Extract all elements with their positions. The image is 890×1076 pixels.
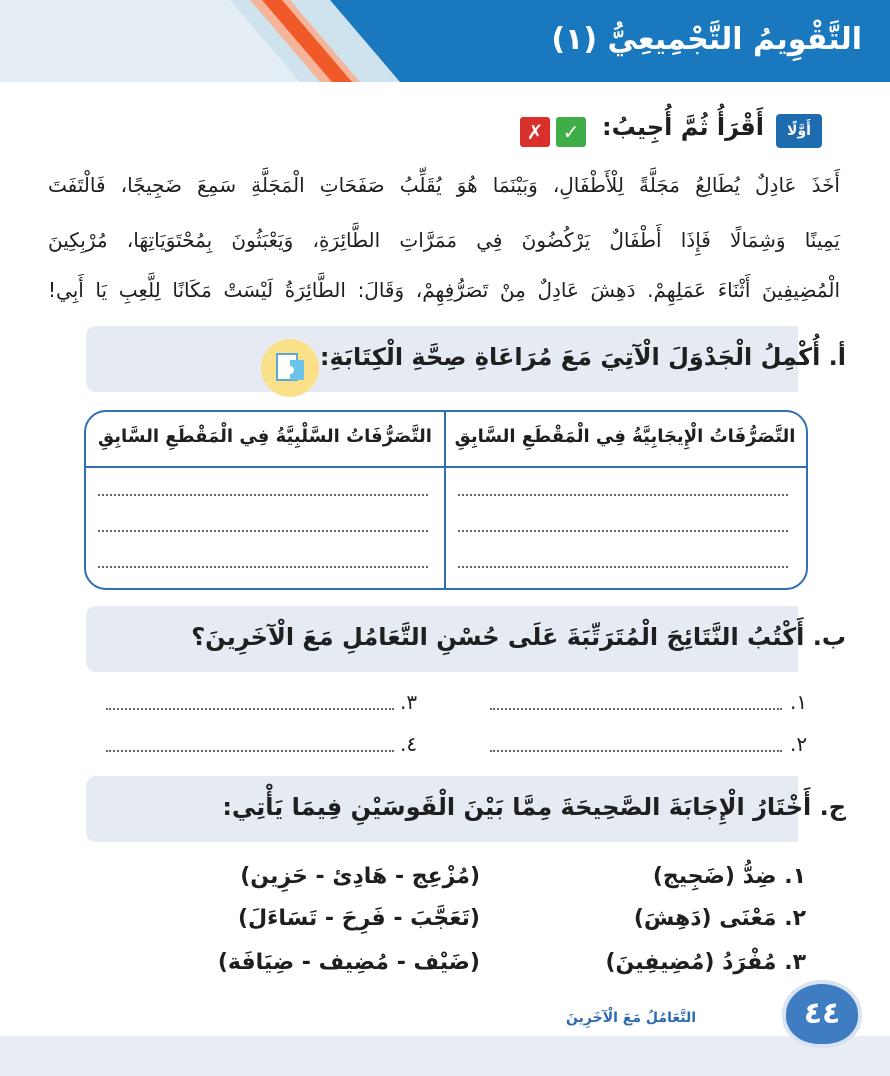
answer-line-positive-2[interactable] [458,530,788,532]
passage-line-3: الْمُضِيفِينَ أَثْنَاءَ عَمَلِهِمْ. دَهِشَ عَادِلٌ مِنْ تَصَرُّفِهِمْ، وَقَالَ: الطَّائِرَةُ لَيْسَتْ مَكَانًا لِلَّعِبِ يَا أَبِي! [48,278,840,302]
answer-line-positive-3[interactable] [458,566,788,568]
question-c-text: ج. أَخْتَارُ الْإِجَابَةَ الصَّحِيحَةَ مِمَّا بَيْنَ الْقَوسَيْنِ فِيمَا يَأْتِي: [222,793,846,821]
puzzle-icon [260,338,320,398]
answer-line-positive-1[interactable] [458,494,788,496]
answer-line-2[interactable] [490,750,782,752]
item-3-choices[interactable]: (ضَيْف - مُضِيف - ضِيَافَة) [217,950,480,975]
footer-band [0,1036,890,1076]
answer-line-negative-2[interactable] [98,530,428,532]
question-b-text: ب. أَكْتُبُ النَّتَائِجَ الْمُتَرَتِّبَةَ عَلَى حُسْنِ التَّعَامُلِ مَعَ الْآخَرِينَ؟ [191,623,846,651]
answer-line-3[interactable] [106,708,394,710]
answer-number-2: ٢. [790,732,808,756]
item-2-choices[interactable]: (تَعَجَّبَ - فَرِحَ - تَسَاءَلَ) [237,906,480,931]
table-header-row [86,412,806,468]
item-2-prompt: ٢. مَعْنَى (دَهِشَ) [633,906,806,931]
page-title: التَّقْوِيمُ التَّجْمِيعِيُّ (١) [551,22,862,57]
chapter-name: التَّعَامُلُ مَعَ الْآخَرِينَ [566,1010,696,1026]
passage-line-1: أَخَذَ عَادِلٌ يُطَالِعُ مَجَلَّةً لِلْأَطْفَالِ، وَبَيْنَمَا هُوَ يُقَلِّبُ صَفَحَاتِ الْمَجَلَّةِ سَمِعَ ضَجِيجًا، فَالْتَفَتَ [48,173,840,197]
check-icon: ✓ [556,117,586,147]
section-instruction: أَقْرَأُ ثُمَّ أُجِيبُ: [602,113,764,141]
cross-icon: ✗ [520,117,550,147]
item-1-choices[interactable]: (مُزْعِج - هَادِئ - حَزِين) [240,864,480,889]
behaviors-table [84,410,808,590]
table-divider [444,412,446,588]
header-stripes [0,0,400,82]
header-band [0,0,890,82]
item-1-prompt: ١. ضِدُّ (ضَجِيج) [652,864,806,889]
answer-number-1: ١. [790,690,808,714]
answer-line-1[interactable] [490,708,782,710]
page-number: ٤٤ [782,980,862,1048]
answer-line-negative-1[interactable] [98,494,428,496]
item-3-prompt: ٣. مُفْرَدُ (مُضِيفِينَ) [605,950,806,975]
answer-line-4[interactable] [106,750,394,752]
question-a-text: أ. أُكْمِلُ الْجَدْوَلَ الْآتِيَ مَعَ مُرَاعَاةِ صِحَّةِ الْكِتَابَةِ: [319,343,846,371]
section-badge: أَوَّلًا [776,114,822,148]
passage-line-2: يَمِينًا وَشِمَالًا فَإِذَا أَطْفَالٌ يَرْكُضُونَ فِي مَمَرَّاتِ الطَّائِرَةِ، وَيَعْبَثُونَ بِمُحْتَوَيَاتِهَا، مُرْبِكِينَ [48,228,840,252]
answer-line-negative-3[interactable] [98,566,428,568]
negative-behaviors-header: التَّصَرُّفَاتُ السَّلْبِيَّةُ فِي الْمَقْطَعِ السَّابِقِ [98,426,432,447]
answer-number-3: ٣. [400,690,418,714]
positive-behaviors-header: التَّصَرُّفَاتُ الْإِيجَابِيَّةُ فِي الْمَقْطَعِ السَّابِقِ [454,426,796,447]
answer-number-4: ٤. [400,732,418,756]
